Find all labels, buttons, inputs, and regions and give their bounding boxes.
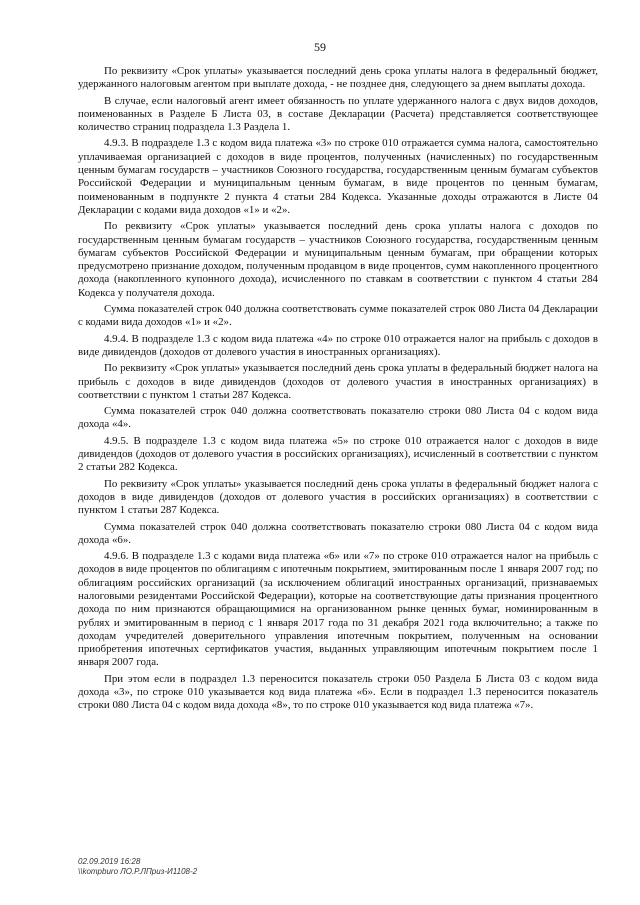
document-body bbox=[78, 65, 598, 716]
paragraph: 4.9.6. В подразделе 1.3 с кодами вида платежа «6» или «7» по строке 010 отражается налог на прибыль с доходов в виде процентов по облигациям с ипотечным покрытием, эмитированным после 1 января 2007 год; по облигациям российских организаций (за исключением облигаций иностранных организаций, признаваемых налоговыми резидентами Российской Федерации), которые на соответствующие даты признания процентного дохода по ним признаются обращающимися на организованном рынке ценных бумаг, номинированным в рублях и эмитированным в период с 1 января 2017 года по 31 декабря 2021 года включительно; а также по доходам учредителей доверительного управления ипотечным покрытием, полученным на основании приобретения ипотечных сертификатов участия, выданных управляющим ипотечным покрытием после 1 января 2007 года. bbox=[78, 550, 598, 669]
paragraph: Сумма показателей строк 040 должна соответствовать сумме показателей строк 080 Листа 04 Декларации с кодами вида доходов «1» и «2». bbox=[78, 303, 598, 329]
paragraph: По реквизиту «Срок уплаты» указывается последний день срока уплаты налога с доходов по государственным ценным бумагам государств – участников Союзного государства, государственным ценным бумагам субъектов Российской Федерации и муниципальным ценным бумагам, при обращении которых предусмотрено признание доходом, полученным продавцом в виде процентов, сумм накопленного процентного дохода (накопленного купонного дохода), исчисленного по ставкам в соответствии с пунктом 4 статьи 284 Кодекса у получателя дохода. bbox=[78, 220, 598, 299]
paragraph: По реквизиту «Срок уплаты» указывается последний день срока уплаты налога в федеральный бюджет, удержанного налоговым агентом при выплате дохода, - не позднее дня, следующего за днем выплаты дохода. bbox=[78, 65, 598, 91]
paragraph: 4.9.3. В подразделе 1.3 с кодом вида платежа «3» по строке 010 отражается сумма налога, самостоятельно уплачиваемая организацией с доходов в виде процентов, полученных (начисленных) по государственным ценным бумагам государств – участников Союзного государства, государственным ценным бумагам субъектов Российской Федерации и муниципальным ценным бумагам, в виде процентов по ценным бумагам, поименованным в подпункте 2 пункта 4 статьи 284 Кодекса. Указанные доходы отражаются в Листе 04 Декларации с кодами вида доходов «1» и «2». bbox=[78, 137, 598, 216]
paragraph: По реквизиту «Срок уплаты» указывается последний день срока уплаты в федеральный бюджет налога с доходов в виде дивидендов (доходов от долевого участия в российских организациях) в соответствии с пунктом 1 статьи 287 Кодекса. bbox=[78, 477, 598, 517]
paragraph: Сумма показателей строк 040 должна соответствовать показателю строки 080 Листа 04 с кодом вида дохода «4». bbox=[78, 405, 598, 431]
paragraph: По реквизиту «Срок уплаты» указывается последний день срока уплаты в федеральный бюджет налога на прибыль с доходов в виде дивидендов (доходов от долевого участия в иностранных организациях) в соответствии с пунктом 1 статьи 287 Кодекса. bbox=[78, 362, 598, 401]
footer-file-path: \\kompburo ЛО.Р.ЛПриз-И1108-2 bbox=[78, 867, 198, 876]
footer bbox=[78, 857, 197, 877]
footer-timestamp: 02.09.2019 16:28 bbox=[78, 857, 141, 866]
paragraph: При этом если в подраздел 1.3 переносится показатель строки 050 Раздела Б Листа 03 с кодом вида дохода «3», по строке 010 указывается код вида платежа «6». Если в подраздел 1.3 переносится показатель строки 080 Листа 04 с кодом вида дохода «8», то по строке 010 указывается код вида платежа «7». bbox=[78, 672, 598, 712]
page-number: 59 bbox=[314, 40, 326, 54]
paragraph: Сумма показателей строк 040 должна соответствовать показателю строки 080 Листа 04 с кодом вида дохода «6». bbox=[78, 520, 598, 546]
paragraph: 4.9.4. В подразделе 1.3 с кодом вида платежа «4» по строке 010 отражается налог на прибыль с доходов в виде дивидендов (доходов от долевого участия в иностранных организациях). bbox=[78, 332, 598, 358]
paragraph: В случае, если налоговый агент имеет обязанность по уплате удержанного налога с двух видов доходов, поименованных в Разделе Б Листа 03, в составе Декларации (Расчета) представляется соответствующее количество страниц подраздела 1.3 Раздела 1. bbox=[78, 94, 598, 134]
paragraph: 4.9.5. В подразделе 1.3 с кодом вида платежа «5» по строке 010 отражается налог с доходов в виде дивидендов (доходов от долевого участия в российских организациях), исчисленный в соответствии с пунктом 2 статьи 282 Кодекса. bbox=[78, 434, 598, 474]
